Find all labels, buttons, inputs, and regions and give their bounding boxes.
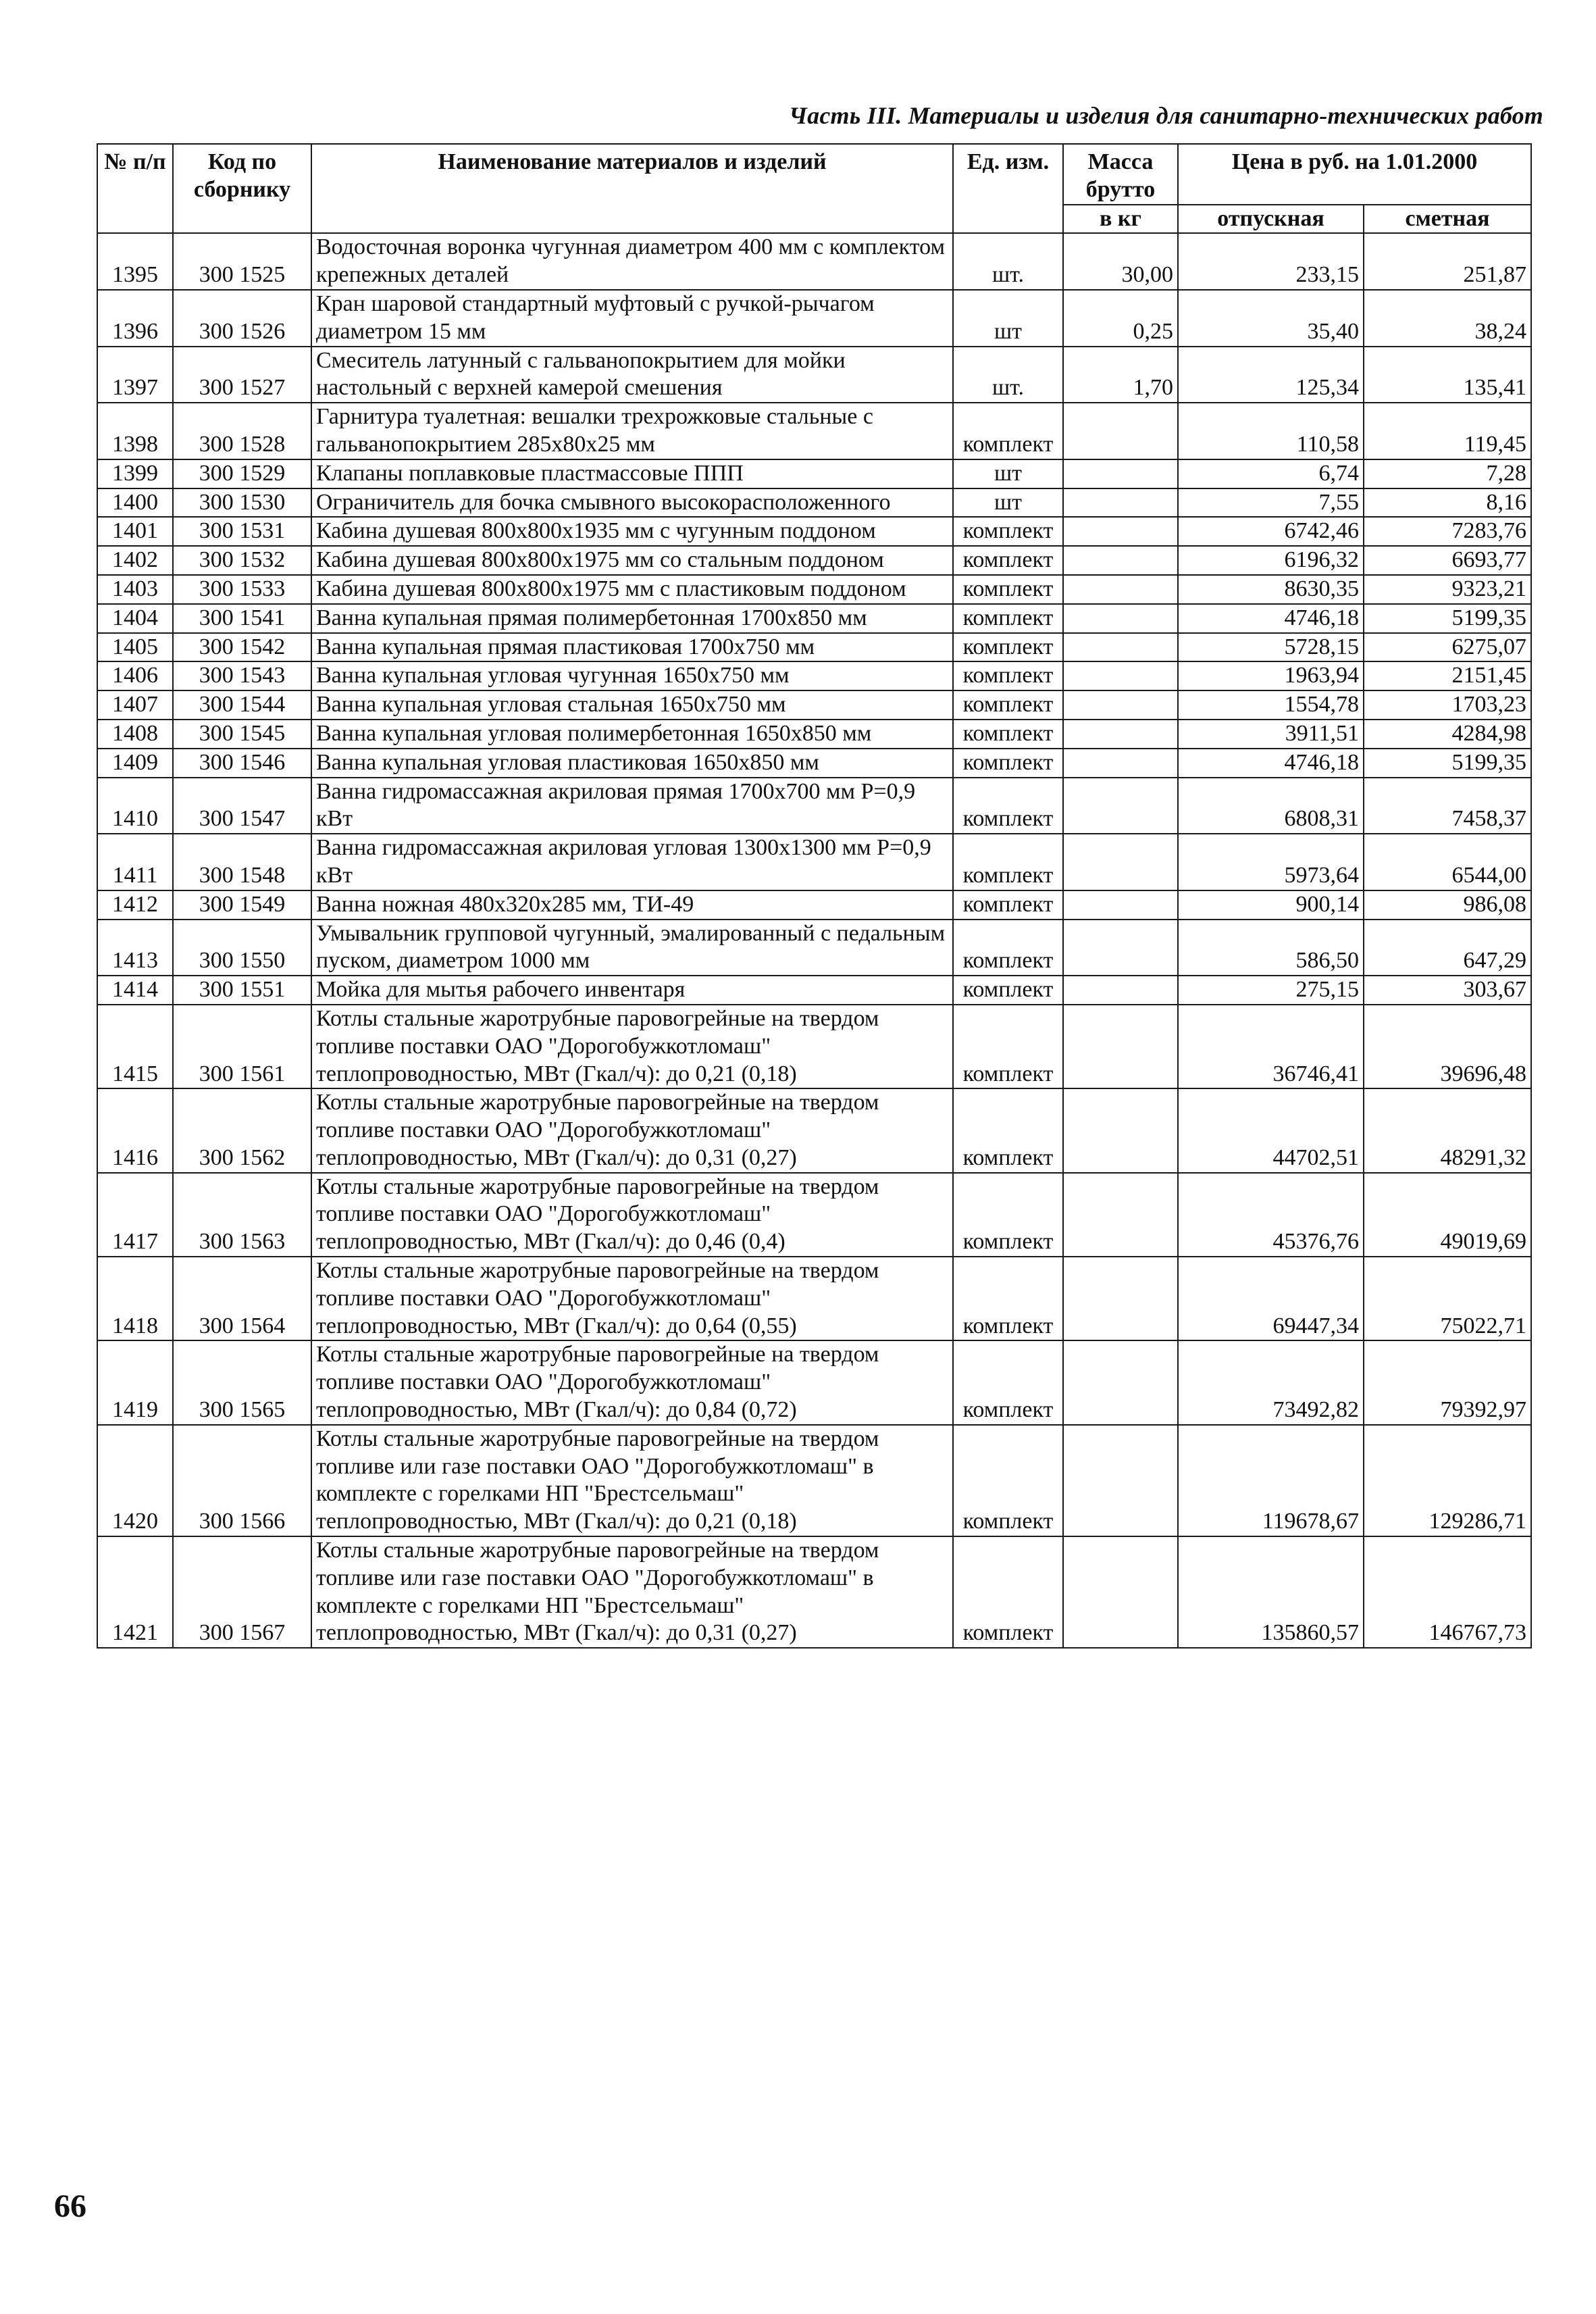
row-unit: комплект [953,403,1063,459]
row-name: Котлы стальные жаротрубные паровогрейные на твердом топливе поставки ОАО "Дорогобужкотломаш" теплопроводностью, МВт (Гкал/ч): до 0,84 (0,72) [311,1340,953,1424]
row-num: 1416 [97,1088,173,1172]
row-num: 1398 [97,403,173,459]
row-name: Ванна купальная угловая чугунная 1650x750 мм [311,661,953,690]
row-num: 1418 [97,1257,173,1340]
header-mass: Масса брутто [1063,144,1178,205]
row-price-release: 135860,57 [1178,1536,1364,1648]
row-price-estimate: 75022,71 [1364,1257,1531,1340]
row-name: Кабина душевая 800x800x1935 мм с чугунным поддоном [311,517,953,546]
row-price-release: 45376,76 [1178,1173,1364,1257]
row-mass [1063,546,1178,575]
materials-table [97,143,1532,1649]
table-row [97,890,1531,920]
row-price-estimate: 39696,48 [1364,1005,1531,1088]
row-price-release: 6808,31 [1178,778,1364,834]
row-mass [1063,834,1178,890]
table-row [97,575,1531,604]
row-code: 300 1549 [173,890,311,920]
row-name: Ванна купальная угловая полимербетонная 1650x850 мм [311,720,953,749]
row-price-estimate: 647,29 [1364,920,1531,976]
header-unit: Ед. изм. [953,144,1063,233]
row-price-release: 4746,18 [1178,749,1364,778]
row-num: 1399 [97,459,173,488]
row-price-estimate: 9323,21 [1364,575,1531,604]
row-mass [1063,604,1178,633]
row-price-estimate: 4284,98 [1364,720,1531,749]
row-price-estimate: 6544,00 [1364,834,1531,890]
row-unit: комплект [953,890,1063,920]
row-unit: комплект [953,546,1063,575]
row-price-estimate: 8,16 [1364,488,1531,518]
row-mass [1063,720,1178,749]
row-num: 1410 [97,778,173,834]
row-name: Котлы стальные жаротрубные паровогрейные на твердом топливе поставки ОАО "Дорогобужкотломаш" теплопроводностью, МВт (Гкал/ч): до 0,64 (0,55) [311,1257,953,1340]
header-price-estimate: сметная [1364,205,1531,234]
row-num: 1408 [97,720,173,749]
row-unit: комплект [953,920,1063,976]
table-row [97,749,1531,778]
row-price-release: 233,15 [1178,233,1364,290]
row-name: Котлы стальные жаротрубные паровогрейные на твердом топливе поставки ОАО "Дорогобужкотломаш" теплопроводностью, МВт (Гкал/ч): до 0,21 (0,18) [311,1005,953,1088]
row-code: 300 1532 [173,546,311,575]
table-row [97,720,1531,749]
row-num: 1414 [97,976,173,1005]
row-price-release: 1963,94 [1178,661,1364,690]
row-price-release: 3911,51 [1178,720,1364,749]
table-row [97,1340,1531,1424]
row-code: 300 1561 [173,1005,311,1088]
row-code: 300 1541 [173,604,311,633]
row-mass [1063,976,1178,1005]
row-price-estimate: 7458,37 [1364,778,1531,834]
row-num: 1404 [97,604,173,633]
row-code: 300 1565 [173,1340,311,1424]
table-row [97,403,1531,459]
row-price-release: 1554,78 [1178,690,1364,720]
row-unit: комплект [953,1340,1063,1424]
table-row [97,1005,1531,1088]
row-code: 300 1533 [173,575,311,604]
row-unit: комплект [953,1257,1063,1340]
row-name: Смеситель латунный с гальванопокрытием для мойки настольный с верхней камерой смешения [311,347,953,403]
row-unit: комплект [953,661,1063,690]
row-code: 300 1526 [173,290,311,347]
row-mass: 30,00 [1063,233,1178,290]
table-row [97,834,1531,890]
row-code: 300 1530 [173,488,311,518]
row-num: 1400 [97,488,173,518]
row-mass [1063,517,1178,546]
row-num: 1403 [97,575,173,604]
table-row [97,1173,1531,1257]
row-num: 1401 [97,517,173,546]
table-row [97,290,1531,347]
row-num: 1405 [97,633,173,662]
row-code: 300 1542 [173,633,311,662]
row-price-release: 6,74 [1178,459,1364,488]
row-price-estimate: 129286,71 [1364,1425,1531,1536]
row-price-release: 5728,15 [1178,633,1364,662]
row-price-release: 44702,51 [1178,1088,1364,1172]
row-code: 300 1527 [173,347,311,403]
table-row [97,920,1531,976]
row-price-estimate: 6693,77 [1364,546,1531,575]
row-num: 1409 [97,749,173,778]
row-code: 300 1525 [173,233,311,290]
row-unit: комплект [953,778,1063,834]
row-unit: шт [953,488,1063,518]
row-mass [1063,1536,1178,1648]
row-mass: 0,25 [1063,290,1178,347]
row-code: 300 1567 [173,1536,311,1648]
row-num: 1406 [97,661,173,690]
row-price-release: 275,15 [1178,976,1364,1005]
row-price-estimate: 6275,07 [1364,633,1531,662]
row-name: Ванна купальная угловая пластиковая 1650x850 мм [311,749,953,778]
row-num: 1396 [97,290,173,347]
row-code: 300 1543 [173,661,311,690]
row-num: 1412 [97,890,173,920]
row-name: Ванна купальная прямая пластиковая 1700x750 мм [311,633,953,662]
row-code: 300 1563 [173,1173,311,1257]
row-mass [1063,1088,1178,1172]
row-name: Ванна ножная 480x320x285 мм, ТИ-49 [311,890,953,920]
row-unit: шт [953,290,1063,347]
row-code: 300 1551 [173,976,311,1005]
row-num: 1413 [97,920,173,976]
row-unit: комплект [953,720,1063,749]
row-name: Ограничитель для бочка смывного высокорасположенного [311,488,953,518]
row-code: 300 1531 [173,517,311,546]
row-price-release: 4746,18 [1178,604,1364,633]
page-number: 66 [54,2188,86,2224]
table-row [97,604,1531,633]
row-unit: комплект [953,976,1063,1005]
row-unit: шт. [953,347,1063,403]
table-row [97,1536,1531,1648]
row-price-estimate: 38,24 [1364,290,1531,347]
header-price-release: отпускная [1178,205,1364,234]
row-price-estimate: 146767,73 [1364,1536,1531,1648]
row-price-release: 69447,34 [1178,1257,1364,1340]
row-name: Котлы стальные жаротрубные паровогрейные на твердом топливе или газе поставки ОАО "Дорогобужкотломаш" в комплекте с горелками НП "Брестсельмаш" теплопроводностью, МВт (Гкал/ч): до 0,31 (0,27) [311,1536,953,1648]
row-num: 1407 [97,690,173,720]
row-mass [1063,1340,1178,1424]
row-price-estimate: 48291,32 [1364,1088,1531,1172]
row-name: Котлы стальные жаротрубные паровогрейные на твердом топливе поставки ОАО "Дорогобужкотломаш" теплопроводностью, МВт (Гкал/ч): до 0,46 (0,4) [311,1173,953,1257]
row-name: Гарнитура туалетная: вешалки трехрожковые стальные с гальванопокрытием 285x80x25 мм [311,403,953,459]
row-price-release: 6196,32 [1178,546,1364,575]
row-code: 300 1564 [173,1257,311,1340]
row-unit: шт [953,459,1063,488]
row-num: 1397 [97,347,173,403]
row-price-release: 110,58 [1178,403,1364,459]
row-price-estimate: 7,28 [1364,459,1531,488]
row-price-estimate: 119,45 [1364,403,1531,459]
table-row [97,661,1531,690]
header-price: Цена в руб. на 1.01.2000 [1178,144,1531,205]
row-mass: 1,70 [1063,347,1178,403]
row-name: Ванна купальная угловая стальная 1650x750 мм [311,690,953,720]
row-mass [1063,633,1178,662]
row-code: 300 1562 [173,1088,311,1172]
row-num: 1421 [97,1536,173,1648]
row-price-release: 5973,64 [1178,834,1364,890]
row-num: 1402 [97,546,173,575]
table-row [97,1088,1531,1172]
table-row [97,233,1531,290]
row-mass [1063,575,1178,604]
table-row [97,778,1531,834]
row-name: Ванна купальная прямая полимербетонная 1700x850 мм [311,604,953,633]
header-num: № п/п [97,144,173,233]
row-unit: комплект [953,633,1063,662]
row-code: 300 1528 [173,403,311,459]
row-price-release: 119678,67 [1178,1425,1364,1536]
row-mass [1063,459,1178,488]
header-mass-unit: в кг [1063,205,1178,234]
table-row [97,546,1531,575]
row-code: 300 1546 [173,749,311,778]
row-name: Ванна гидромассажная акриловая угловая 1300x1300 мм P=0,9 кВт [311,834,953,890]
row-name: Кран шаровой стандартный муфтовый с ручкой-рычагом диаметром 15 мм [311,290,953,347]
row-price-estimate: 7283,76 [1364,517,1531,546]
table-row [97,690,1531,720]
row-unit: комплект [953,1173,1063,1257]
page-header: Часть III. Материалы и изделия для санитарно-технических работ [789,102,1543,129]
header-code: Код по сборнику [173,144,311,233]
row-price-release: 73492,82 [1178,1340,1364,1424]
row-num: 1415 [97,1005,173,1088]
table-row [97,347,1531,403]
row-code: 300 1548 [173,834,311,890]
row-price-estimate: 79392,97 [1364,1340,1531,1424]
row-name: Умывальник групповой чугунный, эмалированный с педальным пуском, диаметром 1000 мм [311,920,953,976]
row-mass [1063,1173,1178,1257]
row-code: 300 1529 [173,459,311,488]
row-mass [1063,488,1178,518]
row-price-release: 7,55 [1178,488,1364,518]
row-unit: комплект [953,690,1063,720]
row-name: Водосточная воронка чугунная диаметром 400 мм с комплектом крепежных деталей [311,233,953,290]
row-price-release: 586,50 [1178,920,1364,976]
row-name: Кабина душевая 800x800x1975 мм со стальным поддоном [311,546,953,575]
row-mass [1063,778,1178,834]
row-unit: комплект [953,517,1063,546]
row-price-estimate: 2151,45 [1364,661,1531,690]
table-row [97,1425,1531,1536]
row-price-release: 8630,35 [1178,575,1364,604]
table-row [97,517,1531,546]
row-unit: комплект [953,1088,1063,1172]
row-unit: комплект [953,1536,1063,1648]
row-name: Ванна гидромассажная акриловая прямая 1700x700 мм P=0,9 кВт [311,778,953,834]
row-mass [1063,1005,1178,1088]
row-name: Кабина душевая 800x800x1975 мм с пластиковым поддоном [311,575,953,604]
row-mass [1063,920,1178,976]
row-code: 300 1545 [173,720,311,749]
row-mass [1063,661,1178,690]
table-body [97,233,1531,1648]
row-unit: комплект [953,1005,1063,1088]
row-num: 1417 [97,1173,173,1257]
row-code: 300 1547 [173,778,311,834]
row-mass [1063,690,1178,720]
row-unit: комплект [953,1425,1063,1536]
row-price-release: 35,40 [1178,290,1364,347]
row-code: 300 1544 [173,690,311,720]
row-num: 1411 [97,834,173,890]
row-mass [1063,1425,1178,1536]
row-price-estimate: 135,41 [1364,347,1531,403]
row-num: 1395 [97,233,173,290]
row-price-estimate: 1703,23 [1364,690,1531,720]
row-price-estimate: 5199,35 [1364,749,1531,778]
row-name: Котлы стальные жаротрубные паровогрейные на твердом топливе или газе поставки ОАО "Дорогобужкотломаш" в комплекте с горелками НП "Брестсельмаш" теплопроводностью, МВт (Гкал/ч): до 0,21 (0,18) [311,1425,953,1536]
table-row [97,488,1531,518]
row-num: 1420 [97,1425,173,1536]
row-name: Клапаны поплавковые пластмассовые ППП [311,459,953,488]
row-unit: шт. [953,233,1063,290]
row-price-estimate: 303,67 [1364,976,1531,1005]
header-name: Наименование материалов и изделий [311,144,953,233]
table-row [97,459,1531,488]
table-row [97,976,1531,1005]
row-price-estimate: 251,87 [1364,233,1531,290]
table-row [97,633,1531,662]
row-price-release: 36746,41 [1178,1005,1364,1088]
row-price-estimate: 49019,69 [1364,1173,1531,1257]
row-price-estimate: 5199,35 [1364,604,1531,633]
row-mass [1063,749,1178,778]
row-unit: комплект [953,834,1063,890]
row-name: Мойка для мытья рабочего инвентаря [311,976,953,1005]
row-code: 300 1566 [173,1425,311,1536]
row-unit: комплект [953,575,1063,604]
row-price-estimate: 986,08 [1364,890,1531,920]
row-name: Котлы стальные жаротрубные паровогрейные на твердом топливе поставки ОАО "Дорогобужкотломаш" теплопроводностью, МВт (Гкал/ч): до 0,31 (0,27) [311,1088,953,1172]
row-num: 1419 [97,1340,173,1424]
table-row [97,1257,1531,1340]
row-price-release: 6742,46 [1178,517,1364,546]
row-price-release: 125,34 [1178,347,1364,403]
row-price-release: 900,14 [1178,890,1364,920]
row-unit: комплект [953,749,1063,778]
row-mass [1063,890,1178,920]
row-mass [1063,403,1178,459]
row-code: 300 1550 [173,920,311,976]
row-unit: комплект [953,604,1063,633]
row-mass [1063,1257,1178,1340]
